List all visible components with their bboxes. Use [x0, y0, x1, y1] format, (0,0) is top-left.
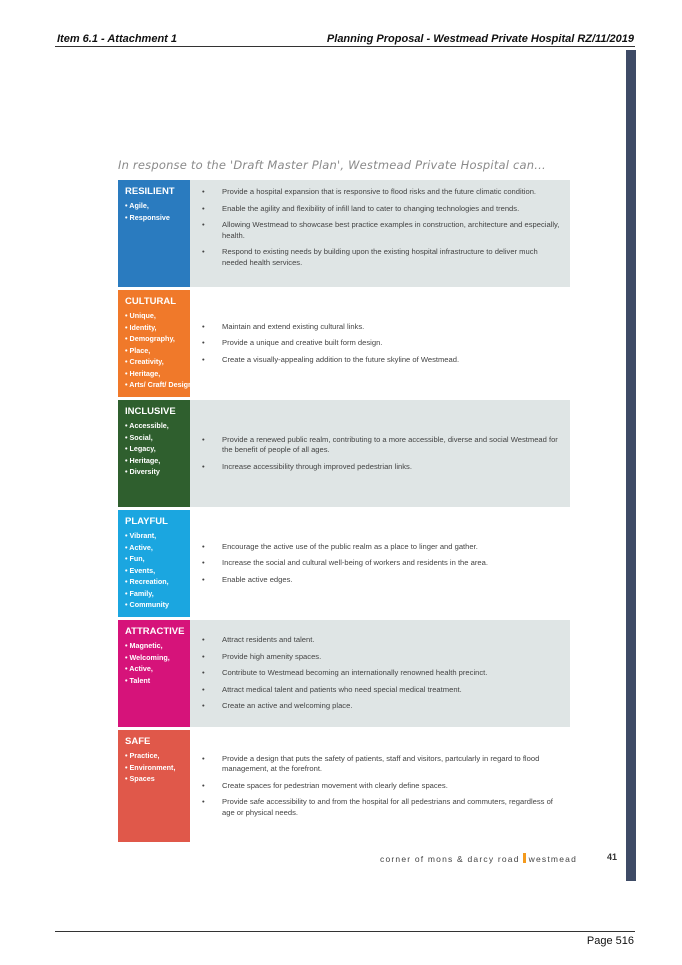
section-keyword-text: Welcoming,: [129, 652, 170, 662]
bullet-text: Enable active edges.: [222, 574, 293, 584]
bullet-dot: •: [125, 334, 130, 343]
bullet-text: Provide high amenity spaces.: [222, 651, 322, 661]
bullet-text: Allowing Westmead to showcase best practice examples in construction, architecture and especially, health.: [222, 220, 560, 240]
section-title: CULTURAL: [125, 296, 177, 307]
section-bullets: [190, 180, 570, 287]
section-keyword: [125, 368, 190, 380]
bullet-dot: •: [202, 220, 205, 229]
section-keyword: [125, 345, 190, 357]
bullet-text: Increase accessibility through improved pedestrian links.: [222, 461, 412, 471]
section-keyword-text: Social,: [129, 432, 153, 442]
bullet-dot: •: [125, 600, 130, 609]
footer-brand-right: westmead: [528, 854, 577, 864]
bullet-dot: •: [125, 311, 130, 320]
bullet-point: [202, 575, 564, 586]
section-keyword: [125, 420, 190, 432]
bullet-dot: •: [202, 541, 205, 551]
bullet-text: Provide a hospital expansion that is responsive to flood risks and the future climatic condition.: [222, 187, 537, 196]
bullet-text: Contribute to Westmead becoming an internationally renowned health precinct.: [222, 668, 488, 678]
section-title: RESILIENT: [125, 186, 175, 197]
section-label-box: [118, 180, 190, 287]
footer-brand-left: corner of mons & darcy road: [380, 854, 520, 864]
section-keyword: [125, 530, 190, 542]
section-keyword: [125, 310, 190, 322]
bullet-dot: •: [202, 635, 205, 645]
bullet-text: Encourage the active use of the public realm as a place to linger and gather.: [222, 541, 478, 551]
bullet-point: [202, 247, 564, 268]
section-keyword-text: Responsive: [129, 212, 170, 222]
section-keyword-text: Spaces: [129, 774, 155, 783]
bullet-dot: •: [125, 357, 130, 366]
bullet-dot: •: [125, 531, 130, 540]
section-keyword: [125, 675, 190, 687]
bullet-dot: •: [125, 641, 130, 650]
bullet-point: [202, 435, 564, 456]
bullet-dot: •: [202, 187, 205, 196]
section-keyword-text: Heritage,: [129, 368, 161, 378]
bullet-point: [202, 685, 564, 696]
section-label-box: [118, 290, 193, 397]
section-keyword: [125, 599, 190, 611]
section-keyword-text: Place,: [129, 345, 151, 355]
bullet-dot: •: [125, 554, 130, 563]
section-keyword-text: Events,: [129, 565, 156, 575]
bullet-text: Provide a design that puts the safety of patients, staff and visitors, partcularly in regard to flood management, at the forefront.: [222, 753, 540, 774]
section-keyword-text: Arts/ Craft/ Design: [129, 380, 193, 389]
section-title: SAFE: [125, 736, 151, 747]
section-bullets: [190, 730, 570, 842]
bullet-text: Provide a unique and creative built form design.: [222, 338, 383, 348]
bullet-dot: •: [125, 201, 130, 210]
bullet-dot: •: [125, 565, 130, 575]
section-keyword: [125, 565, 190, 577]
bullet-dot: •: [125, 455, 130, 465]
section-keyword-text: Accessible,: [129, 421, 169, 430]
bullet-dot: •: [202, 574, 205, 584]
section-keyword-text: Practice,: [129, 751, 160, 760]
section-keyword: [125, 322, 190, 334]
bullet-dot: •: [125, 774, 130, 783]
section-title: PLAYFUL: [125, 516, 168, 527]
section-keyword-text: Active,: [129, 542, 153, 552]
bullet-dot: •: [125, 577, 130, 586]
bullet-point: [202, 668, 564, 679]
footer-divider: [55, 931, 635, 932]
section-label-box: [118, 510, 190, 617]
bullet-point: [202, 204, 564, 215]
bullet-dot: •: [202, 753, 205, 763]
bullet-point: [202, 220, 564, 241]
section-keyword-text: Legacy,: [129, 444, 156, 453]
section-title: INCLUSIVE: [125, 406, 176, 417]
section-keyword-text: Heritage,: [129, 455, 161, 465]
section-keyword: [125, 333, 190, 345]
bullet-text: Attract residents and talent.: [222, 635, 315, 645]
bullet-dot: •: [125, 762, 130, 772]
bullet-dot: •: [202, 668, 205, 678]
bullet-text: Create an active and welcoming place.: [222, 701, 353, 711]
section-keyword: [125, 443, 190, 455]
section-bullets: [190, 400, 570, 507]
section-label-box: [118, 620, 190, 727]
bullet-dot: •: [202, 701, 205, 711]
section-resilient: [118, 180, 570, 287]
section-bullets: [190, 620, 570, 727]
section-playful: [118, 510, 570, 617]
section-keyword: [125, 750, 190, 762]
bullet-dot: •: [202, 354, 205, 364]
section-keyword-text: Unique,: [129, 311, 156, 320]
section-inclusive: [118, 400, 570, 507]
section-keyword-text: Community: [129, 600, 170, 609]
bullet-text: Provide safe accessibility to and from the hospital for all pedestrians and commuters, regardless of age or physical needs.: [222, 797, 553, 817]
page-label: Page 516: [586, 935, 634, 947]
section-keyword: [125, 200, 190, 212]
section-bullets: [190, 290, 570, 397]
section-label-box: [118, 400, 190, 507]
bullet-text: Enable the agility and flexibility of infill land to cater to changing technologies and trends.: [222, 203, 520, 213]
section-attractive: [118, 620, 570, 727]
section-keyword-text: Agile,: [129, 201, 149, 210]
bullet-dot: •: [125, 368, 130, 378]
bullet-point: [202, 462, 564, 473]
brand-separator: [523, 853, 526, 863]
section-keyword: [125, 652, 190, 664]
section-keyword: [125, 542, 190, 554]
bullet-point: [202, 322, 564, 333]
section-keyword-text: Identity,: [129, 322, 157, 332]
section-keyword-text: Environment,: [129, 762, 176, 772]
section-keyword: [125, 773, 190, 785]
bullet-point: [202, 754, 564, 775]
bullet-dot: •: [125, 675, 130, 685]
section-keyword: [125, 640, 190, 652]
section-keyword-text: Talent: [129, 675, 151, 685]
bullet-text: Respond to existing needs by building upon the existing hospital infrastructure to deliver much needed health services.: [222, 247, 538, 267]
section-cultural: [118, 290, 570, 397]
bullet-point: [202, 338, 564, 349]
bullet-point: [202, 542, 564, 553]
section-keyword: [125, 212, 190, 224]
bullet-dot: •: [202, 461, 205, 471]
bullet-text: Increase the social and cultural well-being of workers and residents in the area.: [222, 558, 488, 568]
bullet-dot: •: [125, 467, 130, 476]
bullet-dot: •: [125, 212, 130, 222]
bullet-point: [202, 781, 564, 792]
section-keyword-text: Family,: [129, 588, 154, 598]
footer-brand: [380, 853, 577, 864]
header-document-title: Planning Proposal - Westmead Private Hospital RZ/11/2019: [326, 33, 634, 45]
section-safe: [118, 730, 570, 842]
section-keyword-text: Diversity: [129, 467, 160, 476]
bullet-dot: •: [202, 780, 205, 790]
section-keyword-text: Fun,: [129, 554, 145, 563]
section-keyword: [125, 588, 190, 600]
section-keyword-text: Active,: [129, 664, 153, 673]
bullet-dot: •: [202, 321, 205, 331]
header-item-label: Item 6.1 - Attachment 1: [57, 33, 178, 45]
section-keyword-text: Magnetic,: [129, 641, 163, 650]
bullet-dot: •: [125, 588, 130, 598]
section-keyword: [125, 455, 190, 467]
bullet-point: [202, 187, 564, 198]
header-divider: [55, 46, 635, 47]
section-keyword-text: Creativity,: [129, 357, 164, 366]
section-keyword-text: Demography,: [129, 334, 175, 343]
bullet-dot: •: [202, 434, 205, 444]
bullet-text: Create spaces for pedestrian movement with clearly define spaces.: [222, 780, 448, 790]
section-keyword-text: Recreation,: [129, 577, 169, 586]
bullet-point: [202, 652, 564, 663]
section-keyword: [125, 663, 190, 675]
section-keyword: [125, 576, 190, 588]
bullet-dot: •: [202, 247, 205, 256]
bullet-dot: •: [125, 751, 130, 760]
bullet-dot: •: [125, 421, 130, 430]
section-bullets: [190, 510, 570, 617]
section-keyword: [125, 553, 190, 565]
document-page-number: 41: [607, 852, 618, 862]
bullet-text: Maintain and extend existing cultural links.: [222, 321, 365, 331]
bullet-dot: •: [125, 542, 130, 552]
section-keyword-text: Vibrant,: [129, 531, 157, 540]
side-accent-bar: [626, 50, 636, 881]
section-keyword: [125, 356, 190, 368]
bullet-dot: •: [202, 797, 205, 807]
bullet-dot: •: [125, 322, 130, 332]
bullet-text: Create a visually-appealing addition to the future skyline of Westmead.: [222, 354, 460, 364]
bullet-point: [202, 558, 564, 569]
bullet-point: [202, 635, 564, 646]
bullet-dot: •: [202, 684, 205, 694]
bullet-point: [202, 797, 564, 818]
bullet-dot: •: [202, 558, 205, 568]
section-keyword: [125, 466, 190, 478]
bullet-dot: •: [125, 345, 130, 355]
section-keyword: [125, 432, 190, 444]
bullet-point: [202, 701, 564, 712]
bullet-dot: •: [125, 444, 130, 453]
bullet-dot: •: [202, 338, 205, 348]
section-keyword: [125, 762, 190, 774]
section-keyword: [125, 379, 193, 391]
section-label-box: [118, 730, 190, 842]
bullet-dot: •: [202, 651, 205, 661]
bullet-text: Attract medical talent and patients who need special medical treatment.: [222, 684, 462, 694]
bullet-dot: •: [125, 664, 130, 673]
bullet-dot: •: [125, 432, 130, 442]
section-title: ATTRACTIVE: [125, 626, 185, 637]
bullet-point: [202, 355, 564, 366]
bullet-dot: •: [125, 380, 130, 389]
intro-heading: In response to the 'Draft Master Plan', Westmead Private Hospital can...: [118, 158, 546, 172]
bullet-dot: •: [125, 652, 130, 662]
bullet-dot: •: [202, 203, 205, 213]
bullet-text: Provide a renewed public realm, contributing to a more accessible, diverse and social Westmead for the benefit of people of all ages.: [222, 434, 558, 455]
